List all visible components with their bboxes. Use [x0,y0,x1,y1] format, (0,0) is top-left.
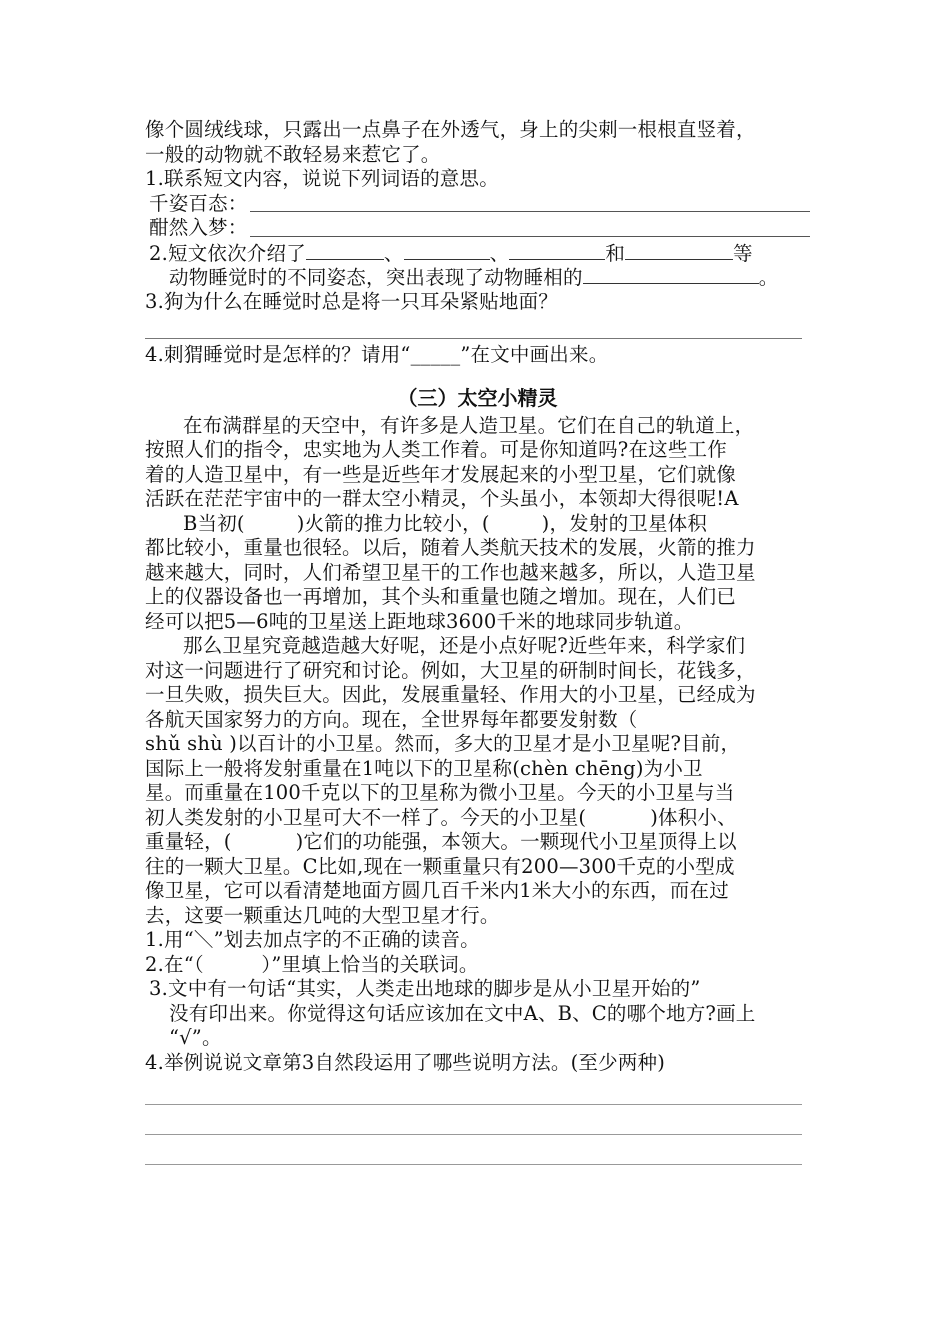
question-text: 动物睡觉时的不同姿态，突出表现了动物睡相的 [169,266,583,289]
text-line: 初人类发射的小卫星可大不一样了。今天的小卫星( )体积小、 [145,805,737,829]
text-line: 去，这要一颗重达几吨的大型卫星才行。 [145,903,500,927]
word-label: 酣然入梦： [149,216,248,239]
text-line: 一般的动物就不敢轻易来惹它了。 [145,142,441,166]
question-2-cont [145,265,810,290]
text-segment: )火箭的推力比较小，( [296,511,490,535]
answer-blank[interactable] [250,220,810,237]
text-line: 星。而重量在100千克以下的卫星称为微小卫星。今天的小卫星与当 [145,781,735,804]
text-line: 重量轻，( )它们的功能强，本领大。一颗现代小卫星顶得上以 [145,830,737,853]
answer-line[interactable] [145,1077,802,1105]
intro-text [145,118,810,167]
reading-passage [145,414,810,929]
text-line: 国际上一般将发射重量在1吨以下的卫星称(chèn chēng)为小卫 [145,756,703,780]
question-4: 4.举例说说文章第3自然段运用了哪些说明方法。(至少两种) [145,1050,666,1074]
text-line: 像个圆绒线球，只露出一点鼻子在外透气，身上的尖刺一根根直竖着， [145,118,756,141]
text-line: 经可以把5—6吨的卫星送上距地球3600千米的地球同步轨道。 [145,609,694,633]
question-3-cont: “√”。 [169,1026,222,1049]
question-2: 2.在“（ ）”里填上恰当的关联词。 [145,952,479,976]
text-line: 越来越大，同时，人们希望卫星干的工作也越来越多，所以，人造卫星 [145,560,756,584]
text-line: 对这一问题进行了研究和讨论。例如，大卫星的研制时间长，花钱多， [145,658,756,682]
separator: 、 [383,241,404,265]
answer-blank[interactable] [583,265,759,284]
section-title: （三）太空小精灵 [397,385,558,410]
text-line: 活跃在茫茫宇宙中的一群太空小精灵，个头虽小，本领却大得很呢!A [145,487,739,510]
part2-questions [145,167,810,368]
text-line: shǔ shù )以百计的小卫星。然而，多大的卫星才是小卫星呢?目前， [145,732,741,755]
text-line: 各航天国家努力的方向。现在，全世界每年都要发射数（ [145,707,638,731]
answer-blank[interactable] [250,195,810,212]
punct: 。 [758,266,779,289]
answer-blank[interactable] [306,241,384,260]
text-line: 上的仪器设备也一再增加，其个头和重量也随之增加。现在，人们已 [145,585,737,608]
answer-line[interactable] [145,316,802,339]
text-line: 那么卫星究竟越造越大好呢，还是小点好呢?近些年来，科学家们 [183,634,746,657]
text-line: 往的一颗大卫星。C比如,现在一颗重量只有200—300千克的小型成 [145,854,735,878]
text-line: 像卫星，它可以看清楚地面方圆几百千米内1米大小的东西，而在过 [145,879,729,902]
text-line: 一旦失败，损失巨大。因此，发展重量轻、作用大的小卫星，已经成为 [145,683,756,706]
separator: 、 [489,241,510,265]
text-segment: B当初( [183,511,245,535]
text-line: 都比较小，重量也很轻。以后，随着人类航天技术的发展，火箭的推力 [145,536,756,559]
question-1: 1.用“＼”划去加点字的不正确的读音。 [145,928,480,951]
question-3: 3.狗为什么在睡觉时总是将一只耳朵紧贴地面？ [145,289,559,313]
connector: 和 [605,241,626,265]
connector: 等 [733,241,753,265]
question-4: 4.刺猬睡觉时是怎样的？请用“_____”在文中画出来。 [145,343,609,366]
section3-questions [145,928,810,1165]
text-line: 着的人造卫星中，有一些是近些年才发展起来的小型卫星，它们就像 [145,462,737,486]
question-text: 2.短文依次介绍了 [149,241,306,265]
text-segment: )，发射的卫星体积 [541,511,708,535]
answer-blank[interactable] [625,241,733,260]
question-3-cont: 没有印出来。你觉得这句话应该加在文中A、B、C的哪个地方?画上 [169,1001,756,1025]
text-line: 按照人们的指令，忠实地为人类工作着。可是你知道吗?在这些工作 [145,438,727,461]
question-2 [145,241,810,266]
answer-blank[interactable] [404,241,490,260]
word-definition-row [145,216,810,241]
answer-line[interactable] [145,1107,802,1135]
worksheet-page [145,118,810,1165]
text-line: 在布满群星的天空中，有许多是人造卫星。它们在自己的轨道上， [183,413,755,437]
answer-line[interactable] [145,1137,802,1165]
question-1: 1.联系短文内容，说说下列词语的意思。 [145,167,499,190]
text-line [145,512,810,537]
word-label: 千姿百态： [149,191,248,215]
answer-blank[interactable] [509,241,605,260]
question-3: 3.文中有一句话“其实，人类走出地球的脚步是从小卫星开始的” [149,977,701,1000]
word-definition-row [145,192,810,217]
